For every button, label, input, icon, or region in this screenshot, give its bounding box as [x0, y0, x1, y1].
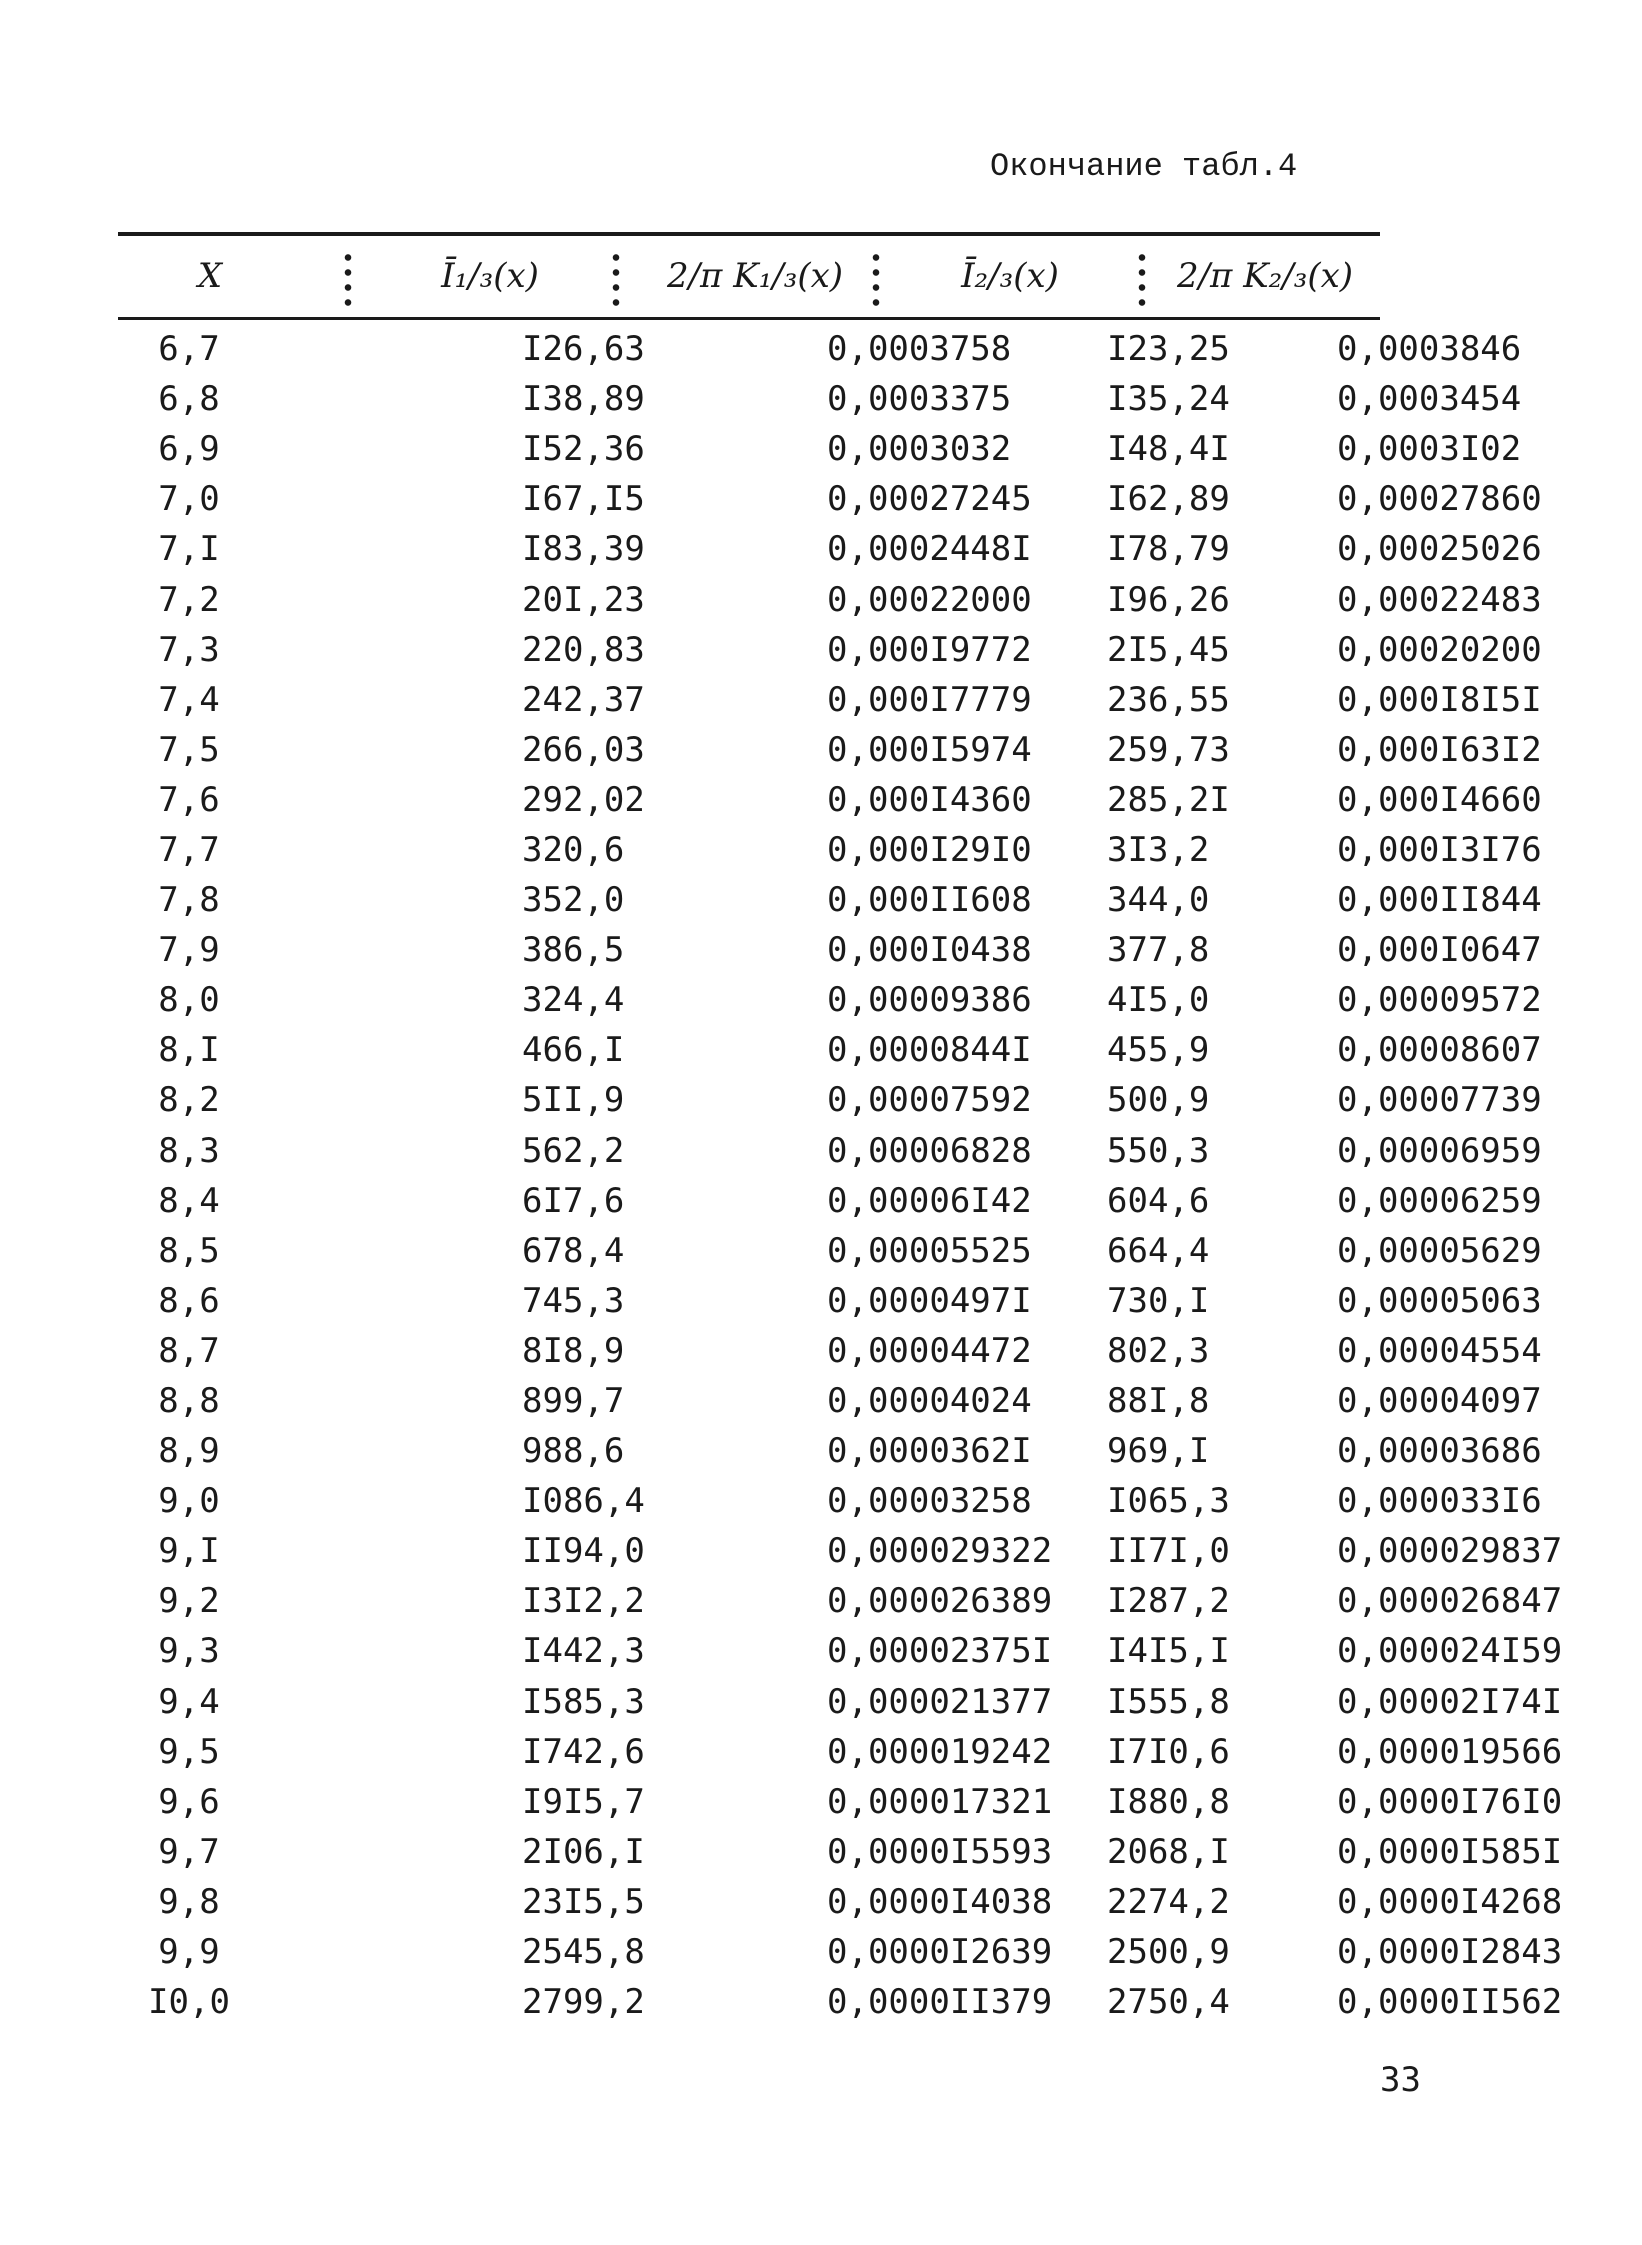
table-row: [118, 1176, 1642, 1226]
cell-k-two-thirds: 0,0003846: [1337, 329, 1522, 370]
cell-k-one-third: 0,00027245: [827, 479, 1032, 520]
cell-i-two-thirds: 802,3: [1107, 1330, 1210, 1371]
cell-k-two-thirds: 0,000019566: [1337, 1731, 1563, 1772]
header-k-two-thirds: [1150, 236, 1380, 316]
cell-x: 9,7: [158, 1831, 220, 1872]
cell-x: 9,9: [158, 1932, 220, 1973]
cell-k-two-thirds: 0,000024I59: [1337, 1631, 1563, 1672]
header-separator: [1138, 250, 1146, 312]
cell-x: 7,I: [158, 529, 220, 570]
cell-k-one-third: 0,0002448I: [827, 529, 1032, 570]
cell-i-one-third: 2545,8: [522, 1932, 645, 1973]
cell-k-two-thirds: 0,0000I2843: [1337, 1932, 1563, 1973]
cell-i-two-thirds: 550,3: [1107, 1130, 1210, 1171]
cell-k-two-thirds: 0,00008607: [1337, 1030, 1542, 1071]
cell-i-one-third: II94,0: [522, 1531, 645, 1572]
cell-i-one-third: 320,6: [522, 829, 625, 870]
cell-i-one-third: I52,36: [522, 429, 645, 470]
cell-x: 9,I: [158, 1531, 220, 1572]
cell-i-two-thirds: 969,I: [1107, 1431, 1210, 1472]
table-row: [118, 1677, 1642, 1727]
bessel-table-body: [118, 324, 1642, 2027]
cell-k-one-third: 0,00006I42: [827, 1180, 1032, 1221]
cell-k-one-third: 0,0000844I: [827, 1030, 1032, 1071]
cell-x: 6,8: [158, 379, 220, 420]
cell-x: 8,4: [158, 1180, 220, 1221]
table-row: [118, 1927, 1642, 1977]
header-i-two-thirds-label: Ī₂/₃(x): [961, 256, 1059, 296]
cell-x: 8,3: [158, 1130, 220, 1171]
cell-x: 7,4: [158, 679, 220, 720]
table-row: [118, 1977, 1642, 2027]
cell-k-one-third: 0,00007592: [827, 1080, 1032, 1121]
cell-k-two-thirds: 0,00009572: [1337, 980, 1542, 1021]
cell-i-two-thirds: I48,4I: [1107, 429, 1230, 470]
cell-i-one-third: 988,6: [522, 1431, 625, 1472]
cell-x: 9,8: [158, 1881, 220, 1922]
table-row: [118, 775, 1642, 825]
cell-i-two-thirds: 236,55: [1107, 679, 1230, 720]
cell-k-two-thirds: 0,0003I02: [1337, 429, 1522, 470]
cell-i-two-thirds: 2750,4: [1107, 1982, 1230, 2023]
cell-k-two-thirds: 0,00007739: [1337, 1080, 1542, 1121]
cell-i-one-third: I38,89: [522, 379, 645, 420]
table-row: [118, 925, 1642, 975]
cell-i-one-third: 2799,2: [522, 1982, 645, 2023]
cell-i-two-thirds: I555,8: [1107, 1681, 1230, 1722]
cell-x: 8,7: [158, 1330, 220, 1371]
cell-k-two-thirds: 0,0000I585I: [1337, 1831, 1563, 1872]
cell-i-two-thirds: 455,9: [1107, 1030, 1210, 1071]
cell-i-one-third: 6I7,6: [522, 1180, 625, 1221]
table-row: [118, 875, 1642, 925]
table-row: [118, 675, 1642, 725]
table-row: [118, 1075, 1642, 1125]
cell-k-two-thirds: 0,00027860: [1337, 479, 1542, 520]
cell-i-two-thirds: 88I,8: [1107, 1381, 1210, 1422]
header-i-one-third: [360, 236, 620, 316]
cell-k-one-third: 0,0000362I: [827, 1431, 1032, 1472]
table-row: [118, 1426, 1642, 1476]
cell-i-one-third: 466,I: [522, 1030, 625, 1071]
cell-k-two-thirds: 0,00004554: [1337, 1330, 1542, 1371]
cell-i-one-third: 20I,23: [522, 579, 645, 620]
cell-i-one-third: I9I5,7: [522, 1781, 645, 1822]
cell-i-two-thirds: I62,89: [1107, 479, 1230, 520]
cell-i-two-thirds: 4I5,0: [1107, 980, 1210, 1021]
cell-k-two-thirds: 0,000I63I2: [1337, 729, 1542, 770]
cell-k-two-thirds: 0,00005063: [1337, 1280, 1542, 1321]
cell-i-two-thirds: I4I5,I: [1107, 1631, 1230, 1672]
header-i-two-thirds: [890, 236, 1130, 316]
cell-i-one-third: 220,83: [522, 629, 645, 670]
cell-k-two-thirds: 0,00006959: [1337, 1130, 1542, 1171]
header-k-one-third: [630, 236, 880, 316]
cell-x: 7,8: [158, 880, 220, 921]
cell-k-one-third: 0,00004024: [827, 1381, 1032, 1422]
cell-k-two-thirds: 0,00006259: [1337, 1180, 1542, 1221]
cell-i-two-thirds: I7I0,6: [1107, 1731, 1230, 1772]
cell-x: 6,7: [158, 329, 220, 370]
cell-k-two-thirds: 0,000I0647: [1337, 930, 1542, 971]
cell-k-two-thirds: 0,0000I4268: [1337, 1881, 1563, 1922]
cell-i-two-thirds: II7I,0: [1107, 1531, 1230, 1572]
cell-k-two-thirds: 0,00005629: [1337, 1230, 1542, 1271]
cell-i-two-thirds: 500,9: [1107, 1080, 1210, 1121]
cell-k-one-third: 0,000I0438: [827, 930, 1032, 971]
cell-i-one-third: I442,3: [522, 1631, 645, 1672]
cell-k-two-thirds: 0,0000II562: [1337, 1982, 1563, 2023]
cell-i-one-third: I26,63: [522, 329, 645, 370]
cell-k-one-third: 0,00005525: [827, 1230, 1032, 1271]
table-row: [118, 1376, 1642, 1426]
header-separator: [344, 250, 352, 312]
table-row: [118, 725, 1642, 775]
cell-i-two-thirds: I065,3: [1107, 1481, 1230, 1522]
cell-k-two-thirds: 0,0003454: [1337, 379, 1522, 420]
cell-k-one-third: 0,0000497I: [827, 1280, 1032, 1321]
cell-i-one-third: 242,37: [522, 679, 645, 720]
header-separator: [872, 250, 880, 312]
cell-i-one-third: I83,39: [522, 529, 645, 570]
table-row: [118, 1576, 1642, 1626]
cell-k-one-third: 0,00022000: [827, 579, 1032, 620]
cell-k-one-third: 0,000026389: [827, 1581, 1053, 1622]
cell-k-two-thirds: 0,000II844: [1337, 880, 1542, 921]
cell-i-one-third: I67,I5: [522, 479, 645, 520]
cell-k-one-third: 0,000I5974: [827, 729, 1032, 770]
table-row: [118, 474, 1642, 524]
cell-x: 9,6: [158, 1781, 220, 1822]
cell-k-one-third: 0,00009386: [827, 980, 1032, 1021]
cell-i-two-thirds: I287,2: [1107, 1581, 1230, 1622]
cell-x: 8,5: [158, 1230, 220, 1271]
cell-k-one-third: 0,000I7779: [827, 679, 1032, 720]
cell-i-two-thirds: I35,24: [1107, 379, 1230, 420]
cell-x: 7,3: [158, 629, 220, 670]
cell-x: 8,2: [158, 1080, 220, 1121]
cell-x: 7,9: [158, 930, 220, 971]
header-k-one-third-label: 2/π K₁/₃(x): [666, 256, 844, 296]
cell-i-one-third: 352,0: [522, 880, 625, 921]
cell-i-two-thirds: 664,4: [1107, 1230, 1210, 1271]
cell-i-two-thirds: I96,26: [1107, 579, 1230, 620]
cell-i-one-third: 678,4: [522, 1230, 625, 1271]
cell-i-two-thirds: 3I3,2: [1107, 829, 1210, 870]
table-row: [118, 1476, 1642, 1526]
table-caption: Окончание табл.4: [990, 148, 1298, 185]
cell-k-two-thirds: 0,000033I6: [1337, 1481, 1542, 1522]
cell-i-one-third: 899,7: [522, 1381, 625, 1422]
cell-k-one-third: 0,00002375I: [827, 1631, 1053, 1672]
cell-x: 6,9: [158, 429, 220, 470]
cell-i-two-thirds: 377,8: [1107, 930, 1210, 971]
cell-i-two-thirds: 730,I: [1107, 1280, 1210, 1321]
cell-k-two-thirds: 0,000I3I76: [1337, 829, 1542, 870]
cell-i-two-thirds: 259,73: [1107, 729, 1230, 770]
cell-i-two-thirds: 285,2I: [1107, 779, 1230, 820]
cell-i-one-third: I086,4: [522, 1481, 645, 1522]
cell-k-two-thirds: 0,00022483: [1337, 579, 1542, 620]
table-row: [118, 1877, 1642, 1927]
cell-k-one-third: 0,00003258: [827, 1481, 1032, 1522]
table-header-rule: [118, 317, 1380, 320]
cell-k-one-third: 0,000021377: [827, 1681, 1053, 1722]
cell-k-one-third: 0,000I9772: [827, 629, 1032, 670]
cell-k-one-third: 0,0003375: [827, 379, 1012, 420]
cell-x: 7,7: [158, 829, 220, 870]
cell-i-two-thirds: 604,6: [1107, 1180, 1210, 1221]
cell-k-one-third: 0,0000II379: [827, 1982, 1053, 2023]
cell-x: 8,6: [158, 1280, 220, 1321]
cell-k-two-thirds: 0,000I4660: [1337, 779, 1542, 820]
cell-k-two-thirds: 0,000026847: [1337, 1581, 1563, 1622]
cell-k-two-thirds: 0,00002I74I: [1337, 1681, 1563, 1722]
cell-k-one-third: 0,0003758: [827, 329, 1012, 370]
table-row: [118, 975, 1642, 1025]
cell-x: I0,0: [148, 1982, 230, 2023]
cell-i-one-third: 8I8,9: [522, 1330, 625, 1371]
cell-k-one-third: 0,0000I5593: [827, 1831, 1053, 1872]
cell-x: 7,5: [158, 729, 220, 770]
cell-i-one-third: 324,4: [522, 980, 625, 1021]
table-row: [118, 1827, 1642, 1877]
table-row: [118, 1025, 1642, 1075]
cell-k-two-thirds: 0,000I8I5I: [1337, 679, 1542, 720]
header-x-label: X: [197, 256, 223, 296]
table-row: [118, 1276, 1642, 1326]
table-row: [118, 625, 1642, 675]
table-row: [118, 524, 1642, 574]
cell-x: 8,0: [158, 980, 220, 1021]
cell-i-two-thirds: I23,25: [1107, 329, 1230, 370]
cell-i-one-third: 745,3: [522, 1280, 625, 1321]
bessel-table: [118, 324, 1642, 2027]
table-row: [118, 424, 1642, 474]
cell-i-two-thirds: 344,0: [1107, 880, 1210, 921]
table-row: [118, 1326, 1642, 1376]
cell-k-one-third: 0,00006828: [827, 1130, 1032, 1171]
cell-i-two-thirds: 2500,9: [1107, 1932, 1230, 1973]
table-row: [118, 324, 1642, 374]
cell-k-one-third: 0,0000I2639: [827, 1932, 1053, 1973]
cell-i-one-third: 386,5: [522, 930, 625, 971]
cell-i-two-thirds: I78,79: [1107, 529, 1230, 570]
table-row: [118, 825, 1642, 875]
cell-k-two-thirds: 0,000029837: [1337, 1531, 1563, 1572]
header-x: [150, 236, 270, 316]
cell-k-two-thirds: 0,00025026: [1337, 529, 1542, 570]
table-row: [118, 1777, 1642, 1827]
header-k-two-thirds-label: 2/π K₂/₃(x): [1176, 256, 1354, 296]
table-row: [118, 1226, 1642, 1276]
table-row: [118, 374, 1642, 424]
cell-x: 9,0: [158, 1481, 220, 1522]
cell-i-one-third: I742,6: [522, 1731, 645, 1772]
cell-x: 9,4: [158, 1681, 220, 1722]
cell-x: 9,5: [158, 1731, 220, 1772]
cell-x: 7,6: [158, 779, 220, 820]
header-separator: [612, 250, 620, 312]
cell-i-one-third: 2I06,I: [522, 1831, 645, 1872]
cell-k-one-third: 0,000019242: [827, 1731, 1053, 1772]
cell-i-one-third: I585,3: [522, 1681, 645, 1722]
table-row: [118, 1727, 1642, 1777]
cell-x: 8,I: [158, 1030, 220, 1071]
cell-i-one-third: 562,2: [522, 1130, 625, 1171]
cell-i-one-third: I3I2,2: [522, 1581, 645, 1622]
cell-x: 7,2: [158, 579, 220, 620]
cell-i-one-third: 5II,9: [522, 1080, 625, 1121]
cell-k-one-third: 0,000I29I0: [827, 829, 1032, 870]
cell-k-one-third: 0,000I4360: [827, 779, 1032, 820]
header-i-one-third-label: Ī₁/₃(x): [441, 256, 539, 296]
cell-i-one-third: 292,02: [522, 779, 645, 820]
cell-x: 8,9: [158, 1431, 220, 1472]
table-row: [118, 1526, 1642, 1576]
cell-k-one-third: 0,000017321: [827, 1781, 1053, 1822]
cell-k-one-third: 0,0003032: [827, 429, 1012, 470]
cell-k-two-thirds: 0,00003686: [1337, 1431, 1542, 1472]
cell-k-two-thirds: 0,00020200: [1337, 629, 1542, 670]
cell-x: 9,3: [158, 1631, 220, 1672]
cell-k-one-third: 0,00004472: [827, 1330, 1032, 1371]
cell-k-one-third: 0,000II608: [827, 880, 1032, 921]
cell-x: 9,2: [158, 1581, 220, 1622]
cell-i-two-thirds: 2I5,45: [1107, 629, 1230, 670]
cell-i-two-thirds: 2068,I: [1107, 1831, 1230, 1872]
table-row: [118, 574, 1642, 624]
cell-x: 8,8: [158, 1381, 220, 1422]
table-row: [118, 1126, 1642, 1176]
cell-k-one-third: 0,0000I4038: [827, 1881, 1053, 1922]
cell-k-two-thirds: 0,00004097: [1337, 1381, 1542, 1422]
cell-i-two-thirds: I880,8: [1107, 1781, 1230, 1822]
cell-i-two-thirds: 2274,2: [1107, 1881, 1230, 1922]
cell-i-one-third: 266,03: [522, 729, 645, 770]
cell-i-one-third: 23I5,5: [522, 1881, 645, 1922]
cell-k-two-thirds: 0,0000I76I0: [1337, 1781, 1563, 1822]
cell-x: 7,0: [158, 479, 220, 520]
page-number: 33: [1380, 2060, 1421, 2100]
table-row: [118, 1626, 1642, 1676]
cell-k-one-third: 0,000029322: [827, 1531, 1053, 1572]
